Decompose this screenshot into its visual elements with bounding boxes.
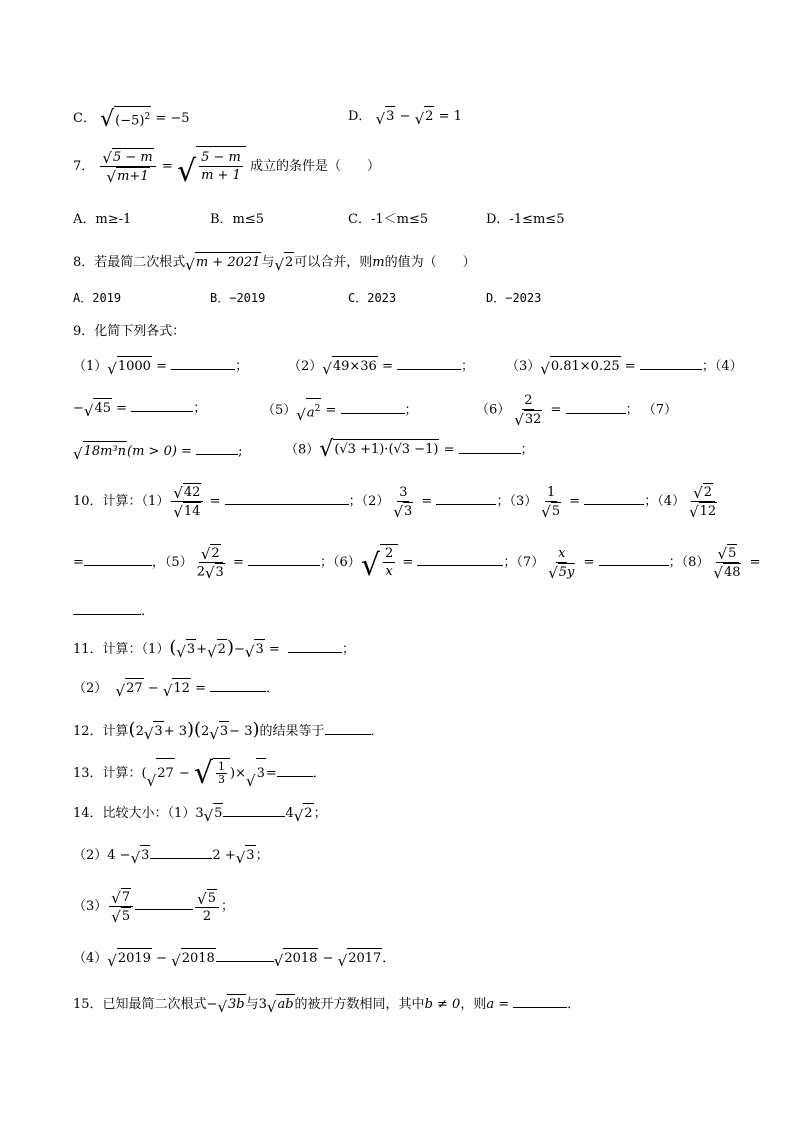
q6-option-c: C． √ $(-5)^2$ = −5: [73, 107, 190, 133]
answer-blank[interactable]: [599, 553, 669, 566]
q8-option-a: A．2019: [73, 291, 122, 305]
question-14-part-3: （3） √ 7 √ 5 √ 5 2 ；: [73, 889, 234, 926]
answer-blank[interactable]: [223, 804, 285, 817]
answer-blank[interactable]: [513, 995, 567, 1008]
question-10-row-1: 10．计算：（1） √ 42 √ 14 = ；（2） 3 √ 3 = ；（3） 1 √ 5 = ；（4） √ 2 √ 12: [73, 484, 717, 521]
answer-blank[interactable]: [135, 897, 193, 910]
answer-blank[interactable]: [248, 553, 320, 566]
q9-part-6: （6） 2 √ 32 = ； （7）: [476, 393, 678, 429]
q7-option-d: D．-1≤m≤5: [486, 212, 565, 227]
question-10-row-2: = ，（5） √ 2 2 √ 3 = ；（6） √ $\frac{2}{x}$ = ；（7） x √ 5y = ；（8） √ 5 √ 48 =: [73, 545, 761, 583]
q9-part-8: （8） √ (√3 +1)·(√3 −1) = ；: [285, 437, 534, 462]
question-10-row-3: ．: [73, 602, 154, 622]
answer-blank[interactable]: [417, 553, 503, 566]
q7-option-b: B．m≤5: [210, 212, 265, 227]
q8-option-b: B．−2019: [210, 291, 266, 305]
answer-blank[interactable]: [640, 357, 702, 370]
answer-blank[interactable]: [150, 846, 212, 859]
answer-blank[interactable]: [397, 357, 461, 370]
q9-part-1: （1） √ 1000 = ；: [73, 356, 248, 377]
question-9-title: 9．化简下列各式：: [73, 324, 186, 339]
question-13: 13．计算：( √ 27 − √ $\frac{1}{3}$ )× √ 3 = ．: [73, 756, 326, 791]
question-11-part-2: （2） √ 27 − √ 12 = ．: [73, 678, 279, 699]
answer-blank[interactable]: [84, 553, 152, 566]
answer-blank[interactable]: [225, 492, 349, 505]
answer-blank[interactable]: [171, 357, 235, 370]
answer-blank[interactable]: [131, 399, 193, 412]
q9-part-5: （5） √ $a^2$ = ；: [262, 398, 418, 423]
q8-option-d: D．−2023: [486, 291, 542, 305]
q7-option-c: C．-1＜m≤5: [348, 212, 429, 227]
answer-blank[interactable]: [325, 722, 371, 735]
q9-part-2: （2） √ 49×36 = ；: [288, 356, 474, 377]
q9-part-4: − √ 45 = ；: [73, 398, 206, 419]
question-11-part-1: 11．计算：（1）( √ 3 + √ 2 )− √ 3 = ；: [73, 637, 356, 661]
answer-blank[interactable]: [436, 492, 496, 505]
answer-blank[interactable]: [277, 764, 313, 777]
answer-blank[interactable]: [196, 442, 238, 455]
answer-blank[interactable]: [341, 401, 405, 414]
question-7: 7． √ 5 − m √ m+1 = √ $\frac{5 - m}{m + 1}$ 成立的条件是（ ）: [73, 146, 380, 187]
q9-part-3: （3） √ 0.81×0.25 = ；（4）: [506, 356, 743, 377]
question-15: 15．已知最简二次根式− √ 3b 与3 √ ab 的被开方数相同，其中b ≠ 0，则a = ．: [73, 994, 580, 1015]
q8-option-c: C．2023: [348, 291, 397, 305]
answer-blank[interactable]: [288, 640, 342, 653]
question-14-part-2: （2）4 − √ 3 2 + √ 3 ；: [73, 845, 269, 866]
answer-blank[interactable]: [566, 401, 626, 414]
question-8: 8．若最简二次根式 √ m + 2021 与 √ 2 可以合并，则m的值为（ ）: [73, 252, 476, 273]
q6-option-d: D． √ 3 − √ 2 = 1: [348, 106, 462, 127]
q9-part-7: √ 18m³n (m > 0) = ;: [73, 441, 243, 462]
question-14-part-1: 14．比较大小：（1）3 √ 5 4 √ 2 ；: [73, 803, 327, 824]
answer-blank[interactable]: [73, 602, 141, 615]
question-12: 12．计算(2 √ 3 + 3)(2 √ 3 − 3)的结果等于 ．: [73, 719, 384, 743]
q7-option-a: A．m≥-1: [73, 212, 132, 227]
question-14-part-4: （4） √ 2019 − √ 2018 √ 2018 − √ 2017 ．: [73, 948, 395, 969]
answer-blank[interactable]: [584, 492, 644, 505]
answer-blank[interactable]: [210, 679, 266, 692]
answer-blank[interactable]: [459, 441, 521, 454]
answer-blank[interactable]: [216, 949, 274, 962]
